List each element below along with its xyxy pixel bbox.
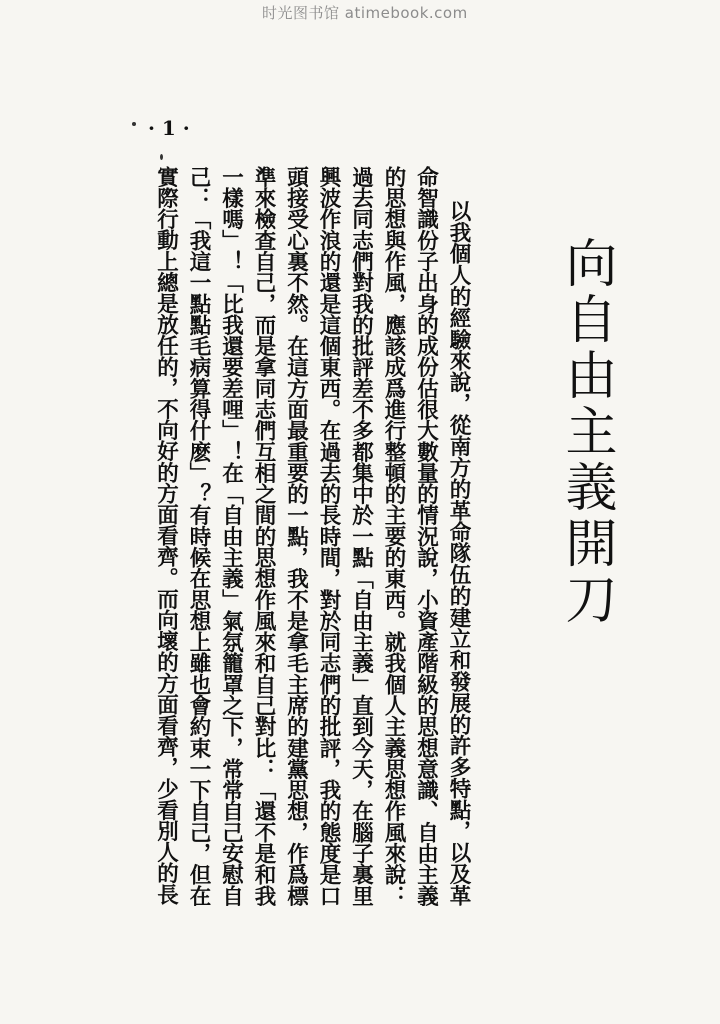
page-number: · 1 · [148,116,190,140]
watermark: 时光图书馆 atimebook.com [262,4,468,22]
body-text [118,166,474,906]
ink-speck [132,122,136,126]
ink-speck [160,154,163,160]
paragraph: 以我個人的經驗來說，從南方的革命隊伍的建立和發展的許多特點，以及革命智識份子出身的成份估很大數量的情況說，小資產階級的思想意識、自由主義的思想與作風，應該成爲進行整頓的主要的東西。就我個人主義思想作風來說：過去同志們對我的批評差不多都集中於一點「自由主義」直到今天，在腦子裏里興波作浪的還是這個東西。在過去的長時間，對於同志們的批評，我的態度是口頭接受心裏不然。在這方面最重要的一點，我不是拿毛主席的建黨思想，作爲標準來檢查自己，而是拿同志們互相之間的思想作風來和自己對比：「還不是和我一樣嗎」！「比我還要差哩」！在「自由主義」氣氛籠罩之下，常常自己安慰自己：「我這一點點毛病算得什麽」？有時候在思想上雖也會約束一下自己，但在實際行動上總是放任的，不向好的方面看齊。而向壞的方面看齊，少看別人的長 [153,166,471,906]
chapter-title: 向自由主義開刀 [556,236,616,628]
